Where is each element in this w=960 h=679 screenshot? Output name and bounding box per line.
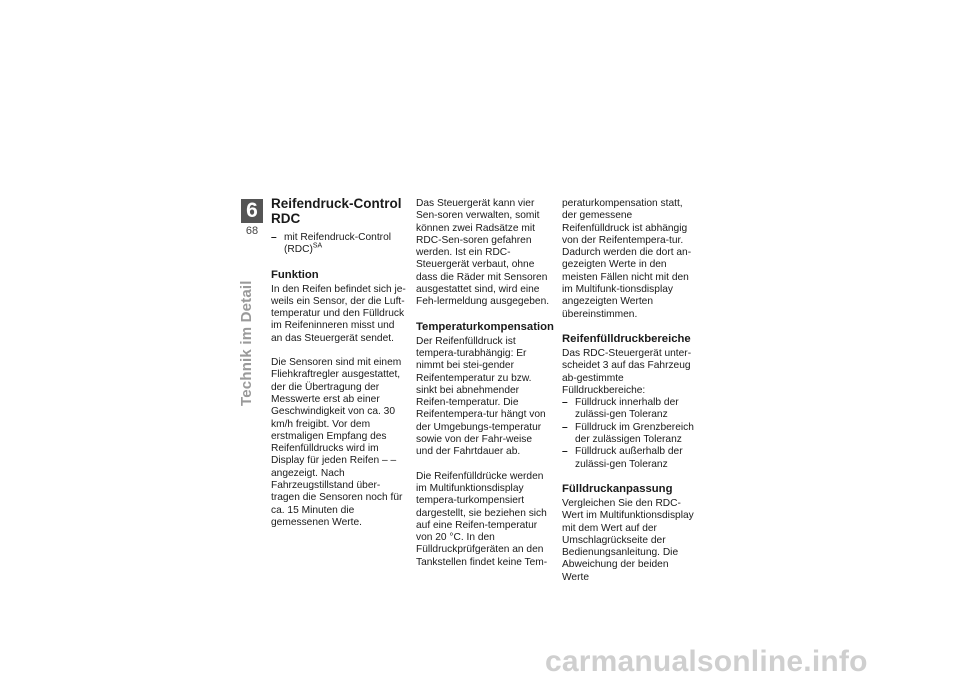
list-item: – Fülldruck im Grenzbereich der zulässigen Toleranz [562, 422, 697, 447]
heading-reifenfuelldruckbereiche: Reifenfülldruckbereiche [562, 332, 691, 345]
column-1 [271, 197, 406, 529]
section-title: Reifendruck-Control RDC [271, 196, 402, 226]
paragraph: Das RDC-Steuergerät unter-scheidet 3 auf das Fahrzeug ab-gestimmte Fülldruckbereiche: [562, 347, 692, 396]
paragraph: Das Steuergerät kann vier Sen-soren verwalten, somit können zwei Radsätze mit RDC-Sen-soren gefahren werden. Ist ein RDC-Steuergerät verbaut, ohne dass die Räder mit Sensoren ausgestattet sind, wird eine Feh-lermeldung ausgegeben. [416, 198, 550, 308]
column-3 [562, 198, 697, 584]
paragraph: Die Sensoren sind mit einem Fliehkraftregler ausgestattet, der die Übertragung der Messwerte erst ab einer Geschwindigkeit von ca. 30 km/h freigibt. Vor dem erstmaligen Empfang des Reifenfülldrucks wird im Display für jeden Reifen – – angezeigt. Nach Fahrzeugstillstand über-tragen die Sensoren noch für ca. 15 Minuten die gemessenen Werte. [271, 357, 403, 528]
heading-temperaturkompensation: Temperaturkompensation [416, 320, 554, 333]
list-item: – Fülldruck innerhalb der zulässi-gen Toleranz [562, 397, 697, 422]
page-number: 68 [245, 225, 259, 237]
heading-funktion: Funktion [271, 268, 319, 281]
chapter-number: 6 [241, 199, 263, 223]
paragraph: Vergleichen Sie den RDC-Wert im Multifunktionsdisplay mit dem Wert auf der Umschlagrückseite der Bedienungsanleitung. Die Abweichung der beiden Werte [562, 497, 694, 583]
paragraph: In den Reifen befindet sich je-weils ein Sensor, der die Luft-temperatur und den Fülldruck im Reifeninneren misst und an das Steuergerät sendet. [271, 283, 406, 344]
chapter-title-vertical: Technik im Detail [238, 280, 255, 406]
list-item: – Fülldruck außerhalb der zulässi-gen Toleranz [562, 446, 697, 471]
paragraph: Die Reifenfülldrücke werden im Multifunktionsdisplay tempera-turkompensiert dargestellt, sie beziehen sich auf eine Reifen-temperatur von 20 °C. In den Fülldruckprüfgeräten an den Tankstellen findet keine Tem- [416, 470, 548, 568]
watermark: carmanualsonline.info [545, 645, 868, 678]
heading-fuelldruckanpassung: Fülldruckanpassung [562, 482, 673, 495]
paragraph: peraturkompensation statt, der gemessene Reifenfülldruck ist abhängig von der Reifentempera-tur. Dadurch werden die dort an-gezeigten Werte in den meisten Fällen nicht mit den im Multifunk-tionsdisplay angezeigten Werten übereinstimmen. [562, 198, 692, 320]
paragraph: Der Reifenfülldruck ist tempera-turabhängig: Er nimmt bei stei-gender Reifentemperatur zu bzw. sinkt bei abnehmender Reifen-temperatur. Die Reifentempera-tur hängt von der Umgebungs-temperatur sowie von der Fahr-weise und der Fahrtdauer ab. [416, 335, 546, 458]
option-text: mit Reifendruck-Control (RDC) [284, 232, 392, 256]
option-sup: SA [312, 242, 323, 250]
option-bullet [271, 232, 406, 257]
column-2 [416, 198, 554, 569]
